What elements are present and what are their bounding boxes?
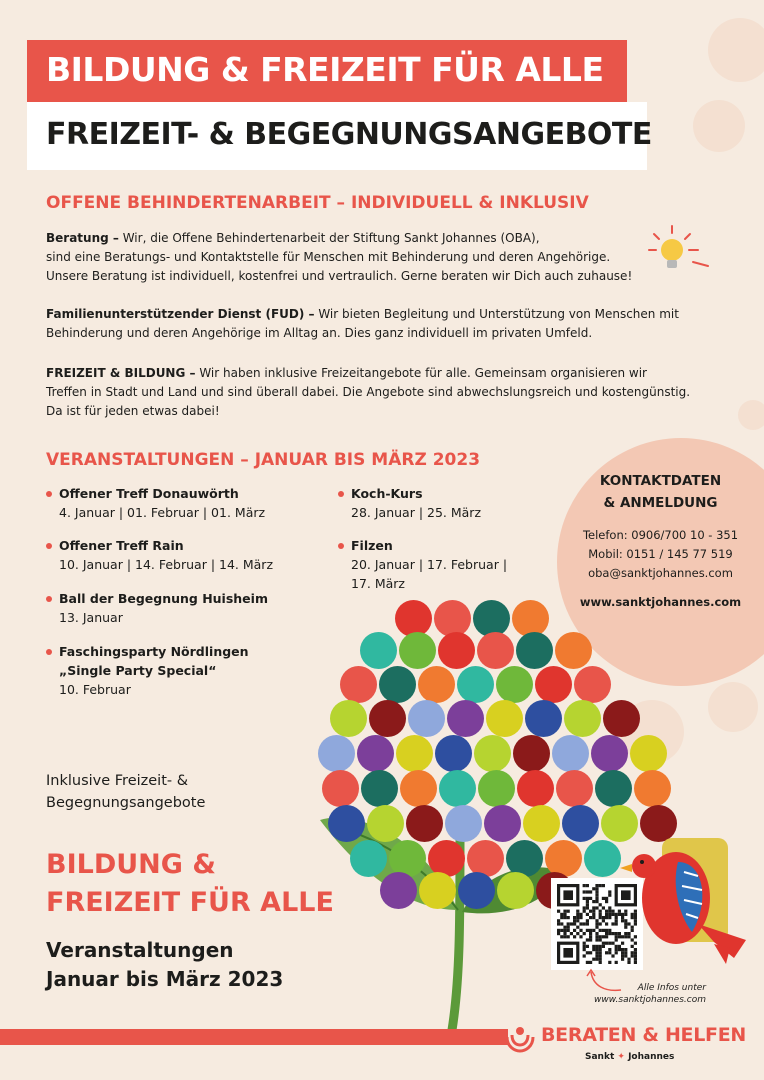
event-title: Offener Treff Donauwörth: [59, 486, 239, 501]
fb-text: Da ist für jeden etwas dabei!: [46, 404, 220, 418]
event-item: [59, 536, 273, 574]
beratung-text: Wir, die Offene Behindertenarbeit der Stiftung Sankt Johannes (OBA),: [118, 231, 540, 245]
fud-label: Familienunterstützender Dienst (FUD) –: [46, 307, 315, 321]
contact-heading-line: KONTAKTDATEN: [599, 473, 722, 489]
logo-subtext: [585, 1052, 674, 1062]
event-dates: 10. Februar: [59, 682, 131, 697]
event-title: Koch-Kurs: [351, 486, 423, 501]
flower-dot: [318, 735, 355, 772]
flower-dot: [408, 700, 445, 737]
logo-sub-sankt: Sankt: [585, 1052, 615, 1062]
beratung-label: Beratung –: [46, 231, 119, 245]
fud-text: Wir bieten Begleitung und Unterstützung von Menschen mit: [314, 307, 679, 321]
flower-dot: [438, 632, 475, 669]
flower-dot: [457, 666, 494, 703]
flower-dot: [525, 700, 562, 737]
flower-dot: [574, 666, 611, 703]
event-dates-line2: 17. März: [351, 576, 405, 591]
contact-phone: Telefon: 0906/700 10 - 351: [582, 528, 739, 542]
flower-dot: [360, 632, 397, 669]
bottom-title-line: FREIZEIT FÜR ALLE: [46, 887, 334, 918]
flower-dot: [513, 735, 550, 772]
flower-dot: [564, 700, 601, 737]
contact-details: [557, 526, 764, 583]
bottom-small-line: Inklusive Freizeit- &: [46, 773, 189, 789]
flower-dot: [379, 666, 416, 703]
flower-dot: [584, 840, 621, 877]
contact-heading-line: & ANMELDUNG: [603, 495, 718, 511]
logo-text: BERATEN & HELFEN: [541, 1024, 747, 1046]
flower-dot: [418, 666, 455, 703]
bullet: [46, 491, 52, 497]
fud-paragraph: [46, 305, 726, 343]
freizeit-bildung-paragraph: [46, 364, 726, 421]
qr-caption-line: www.sanktjohannes.com: [594, 995, 706, 1005]
bottom-title-line: BILDUNG &: [46, 849, 216, 880]
qr-caption: [584, 982, 706, 1006]
flower-dot: [435, 735, 472, 772]
page-subtitle: FREIZEIT- & BEGEGNUNGSANGEBOTE: [46, 117, 652, 152]
flower-dot: [486, 700, 523, 737]
bullet: [46, 596, 52, 602]
flower-dot: [535, 666, 572, 703]
bullet: [338, 491, 344, 497]
oba-heading: OFFENE BEHINDERTENARBEIT – INDIVIDUELL & INKLUSIV: [46, 193, 589, 213]
contact-heading: [557, 470, 764, 514]
bird-illustration: [618, 832, 748, 967]
flower-dot: [634, 770, 671, 807]
flower-dot: [474, 735, 511, 772]
flower-dot: [447, 700, 484, 737]
fud-text: Behinderung und deren Angehörige im Alltag an. Dies ganz individuell im privaten Umfeld.: [46, 326, 593, 340]
flower-dot: [473, 600, 510, 637]
beratung-text: Unsere Beratung ist individuell, kostenfrei und vertraulich. Gerne beraten wir Dich auch zuhause!: [46, 269, 633, 283]
event-title: Ball der Begegnung Huisheim: [59, 591, 268, 606]
bullet: [338, 543, 344, 549]
flower-stem-illustration: [310, 800, 580, 1030]
contact-mobile: Mobil: 0151 / 145 77 519: [588, 547, 733, 561]
decor-bubble: [738, 400, 764, 430]
lightbulb-icon: [648, 222, 710, 278]
flower-dot: [512, 600, 549, 637]
flower-dot: [434, 600, 471, 637]
event-dates: 28. Januar | 25. März: [351, 505, 481, 520]
fb-label: FREIZEIT & BILDUNG –: [46, 366, 196, 380]
bottom-subtitle-line: Januar bis März 2023: [46, 967, 284, 991]
subtitle-banner: [27, 102, 652, 170]
event-dates: 13. Januar: [59, 610, 123, 625]
fb-text: Wir haben inklusive Freizeitangebote für alle. Gemeinsam organisieren wir: [195, 366, 647, 380]
flower-dot: [477, 632, 514, 669]
bottom-accent-bar: [0, 1029, 508, 1045]
event-title: Offener Treff Rain: [59, 538, 184, 553]
event-item: [351, 536, 507, 593]
hands-logo-icon: [503, 1023, 537, 1053]
logo-sub-johannes: Johannes: [628, 1052, 675, 1062]
contact-email[interactable]: oba@sanktjohannes.com: [588, 566, 733, 580]
bottom-small-line: Begegnungsangebote: [46, 795, 206, 811]
fb-text: Treffen in Stadt und Land und sind überall dabei. Die Angebote sind abwechslungsreich und kostengünstig.: [46, 385, 691, 399]
event-title: Faschingsparty Nördlingen: [59, 644, 249, 659]
bottom-title: [46, 846, 334, 922]
flower-dot: [395, 600, 432, 637]
flower-dot: [340, 666, 377, 703]
event-item: [59, 484, 265, 522]
beratung-paragraph: [46, 229, 726, 286]
event-item: [59, 589, 268, 627]
event-item: [351, 484, 481, 522]
event-dates: 4. Januar | 01. Februar | 01. März: [59, 505, 266, 520]
bottom-subtitle: [46, 936, 283, 994]
bullet: [46, 649, 52, 655]
flower-dot: [496, 666, 533, 703]
event-item: [59, 642, 249, 699]
event-dates: 10. Januar | 14. Februar | 14. März: [59, 557, 274, 572]
decor-bubble: [708, 682, 758, 732]
decor-bubble: [693, 100, 745, 152]
qr-caption-line: Alle Infos unter: [637, 983, 706, 993]
event-title: Filzen: [351, 538, 393, 553]
beratung-text: sind eine Beratungs- und Kontaktstelle für Menschen mit Behinderung und deren Angehörige.: [46, 250, 611, 264]
bullet: [46, 543, 52, 549]
events-heading: VERANSTALTUNGEN – JANUAR BIS MÄRZ 2023: [46, 450, 481, 470]
contact-circle: [557, 438, 764, 686]
decor-bubble: [620, 700, 684, 764]
contact-web[interactable]: www.sanktjohannes.com: [579, 595, 742, 609]
flower-dot: [552, 735, 589, 772]
event-title-line2: „Single Party Special“: [59, 663, 217, 678]
flower-dot: [516, 632, 553, 669]
flower-dot: [330, 700, 367, 737]
bottom-small-text: [46, 770, 205, 814]
flower-dot: [399, 632, 436, 669]
decor-bubble: [708, 18, 764, 82]
flower-dot: [595, 770, 632, 807]
flower-dot: [396, 735, 433, 772]
title-banner: [27, 40, 627, 102]
bottom-subtitle-line: Veranstaltungen: [46, 938, 234, 962]
flower-dot: [369, 700, 406, 737]
flower-dot: [357, 735, 394, 772]
event-dates: 20. Januar | 17. Februar |: [351, 557, 508, 572]
page-title: BILDUNG & FREIZEIT FÜR ALLE: [46, 50, 604, 89]
logo-sub-mark: ✦: [617, 1052, 625, 1062]
